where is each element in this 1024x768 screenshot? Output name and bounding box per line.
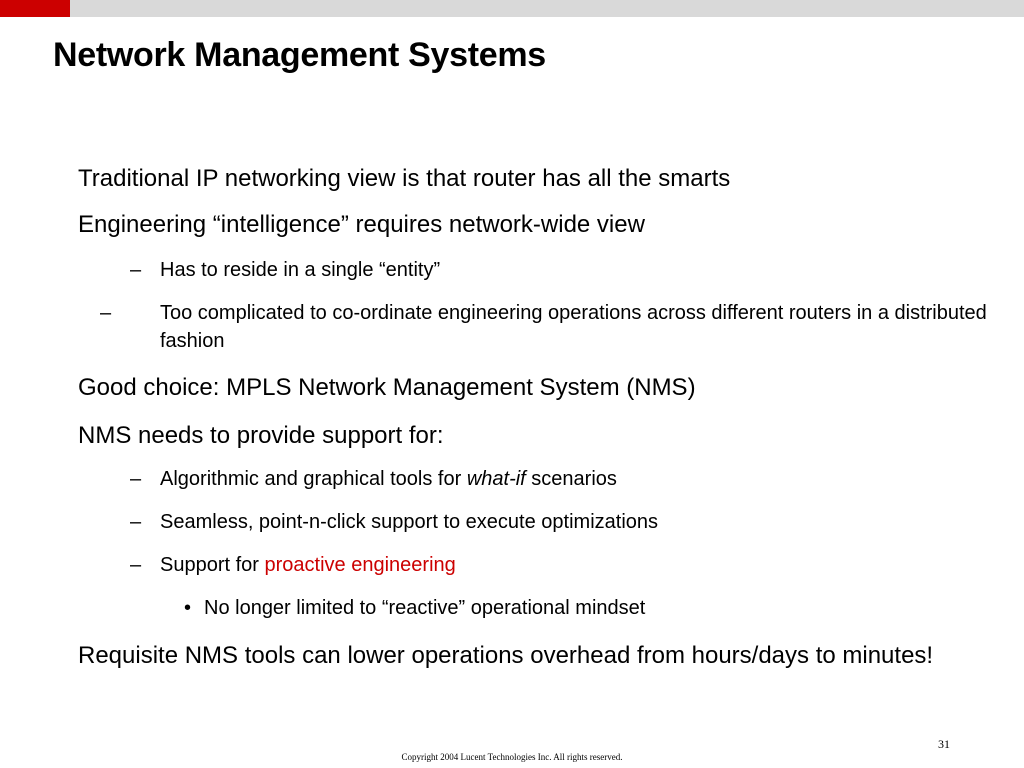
bullet-requisite-tools: Requisite NMS tools can lower operations overhead from hours/days to minutes!	[78, 642, 934, 669]
sub-bullet-what-if	[130, 467, 617, 491]
top-gray-bar	[70, 0, 1024, 17]
what-if-emphasis: what-if	[466, 468, 526, 490]
copyright-footer: Copyright 2004 Lucent Technologies Inc. All rights reserved.	[401, 752, 623, 762]
dash-marker: –	[130, 511, 142, 533]
dash-marker: –	[130, 554, 142, 576]
page-number: 31	[938, 737, 950, 751]
sub-bullet-too-complicated-text: Too complicated to co-ordinate engineering operations across different routers in a distributed fashion	[160, 302, 987, 352]
bullet-engineering-intelligence: Engineering “intelligence” requires network-wide view	[78, 211, 645, 238]
sub-sub-bullet-reactive-text: No longer limited to “reactive” operational mindset	[204, 597, 646, 619]
dash-marker: –	[130, 259, 142, 281]
sub-bullet-what-if-pre: Algorithmic and graphical tools for	[160, 468, 467, 490]
top-accent-bar	[0, 0, 70, 17]
sub-sub-bullet-reactive	[184, 596, 645, 620]
proactive-engineering-highlight: proactive engineering	[264, 554, 456, 576]
sub-bullet-seamless	[130, 510, 658, 534]
dash-marker: –	[100, 302, 112, 324]
dash-marker: –	[130, 468, 142, 490]
slide-title: Network Management Systems	[53, 36, 546, 74]
sub-bullet-single-entity-text: Has to reside in a single “entity”	[160, 259, 441, 281]
bullet-nms-needs: NMS needs to provide support for:	[78, 422, 444, 449]
sub-bullet-proactive	[130, 553, 456, 577]
bullet-router-smarts: Traditional IP networking view is that router has all the smarts	[78, 165, 731, 192]
sub-bullet-what-if-post: scenarios	[525, 468, 617, 490]
sub-bullet-proactive-pre: Support for	[160, 554, 265, 576]
sub-bullet-seamless-text: Seamless, point-n-click support to execute optimizations	[160, 511, 659, 533]
dot-marker: •	[184, 597, 192, 619]
sub-bullet-single-entity	[130, 258, 440, 282]
sub-bullet-too-complicated	[100, 299, 990, 355]
bullet-good-choice: Good choice: MPLS Network Management System (NMS)	[78, 374, 696, 401]
